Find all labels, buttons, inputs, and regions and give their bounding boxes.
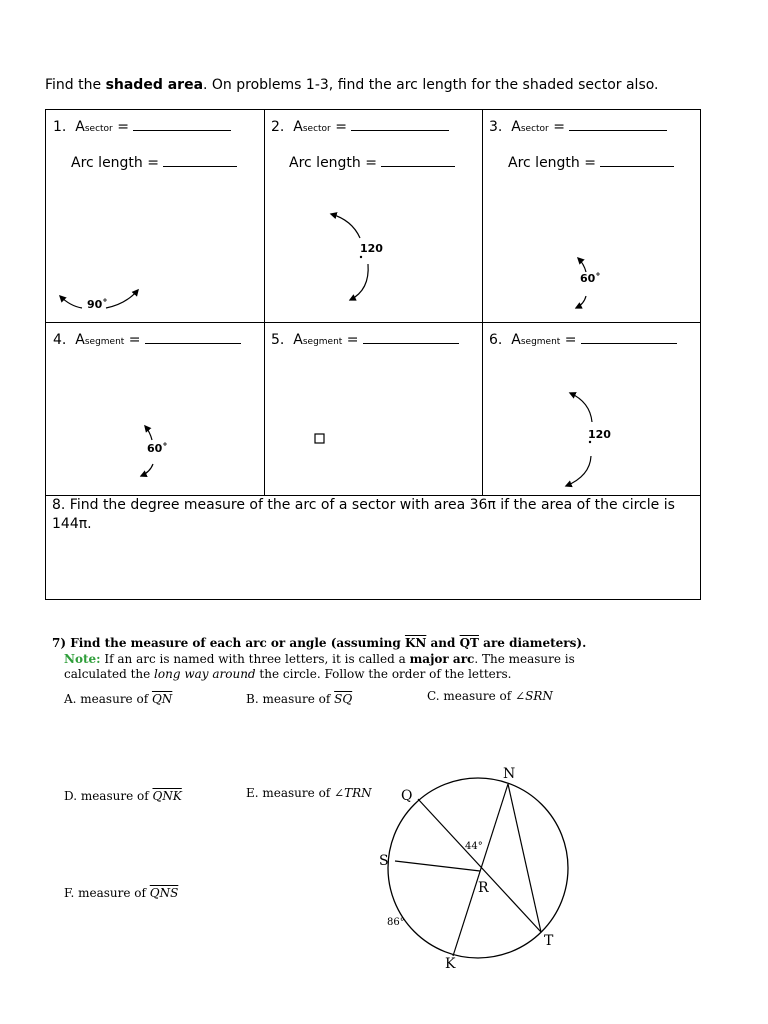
- point-s: S: [379, 853, 389, 869]
- problem-2-label: 2. Asector =: [271, 118, 449, 135]
- segment-sr: [395, 861, 480, 871]
- angle-marker-1: 90˚: [87, 298, 108, 311]
- problem-1-label: 1. Asector =: [53, 118, 231, 135]
- item-a: A. measure of $\overline{QN}$: [64, 692, 173, 706]
- arc-arrow: [60, 296, 82, 308]
- point-q: Q: [401, 788, 413, 804]
- item-f: F. measure of $\overline{QNS}$: [64, 886, 179, 900]
- item-d: D. measure of $\overline{QNK}$: [64, 789, 182, 803]
- chord-nt: [508, 784, 541, 932]
- diameter-kn: [453, 784, 508, 956]
- problem-2-arc: Arc length =: [289, 154, 455, 171]
- problem-7-note: Note: If an arc is named with three letters, it is called a major arc. The measure is: [64, 652, 575, 666]
- problem-5-label: 5. Asegment =: [271, 331, 459, 348]
- item-b: B. measure of $\overline{SQ}$: [246, 692, 353, 706]
- instructions-suffix: . On problems 1-3, find the arc length for the shaded sector also.: [203, 77, 659, 93]
- instructions-bold: shaded area: [105, 77, 204, 93]
- point-t: T: [544, 933, 554, 949]
- point-k: K: [445, 956, 456, 972]
- angle-marker-3: 60˚: [580, 272, 601, 285]
- angle-marker-2: 120: [360, 242, 383, 255]
- problem-3-label: 3. Asector =: [489, 118, 667, 135]
- problem-7-note-line2: calculated the long way around the circle. Follow the order of the letters.: [64, 667, 512, 681]
- problem-3-arc: Arc length =: [508, 154, 674, 171]
- problem-4-label: 4. Asegment =: [53, 331, 241, 348]
- problem-6-label: 6. Asegment =: [489, 331, 677, 348]
- arc-arrow: [578, 258, 586, 272]
- arc-arrow: [331, 214, 360, 238]
- center-dot: [589, 441, 591, 443]
- point-r: R: [478, 880, 489, 896]
- problem-1-arc: Arc length =: [71, 154, 237, 171]
- arc-arrow: [570, 393, 592, 422]
- point-n: N: [503, 766, 516, 782]
- arc-arrow: [145, 426, 152, 440]
- right-angle-marker: [315, 434, 324, 443]
- item-c: C. measure of ∠SRN: [427, 689, 553, 703]
- arc-arrow: [141, 464, 153, 476]
- angle-label-44: 44°: [465, 841, 483, 852]
- instructions-prefix: Find the: [45, 77, 106, 93]
- center-dot: [360, 256, 362, 258]
- angle-marker-4: 60˚: [147, 442, 168, 455]
- arc-arrow: [576, 296, 586, 308]
- item-e: E. measure of ∠TRN: [246, 786, 372, 800]
- angle-marker-6: 120: [588, 428, 611, 441]
- arc-arrow: [566, 456, 591, 486]
- problem-7-title: 7) Find the measure of each arc or angle (assuming $\overline{KN}$ and $\overline{QT}$ are diameters).: [52, 636, 587, 650]
- angle-label-86: 86°: [387, 917, 405, 928]
- problem-8-text: 8. Find the degree measure of the arc of a sector with area 36π if the area of the circle is 144π.: [52, 497, 675, 532]
- arc-arrow: [106, 290, 138, 308]
- arc-arrow: [350, 264, 368, 300]
